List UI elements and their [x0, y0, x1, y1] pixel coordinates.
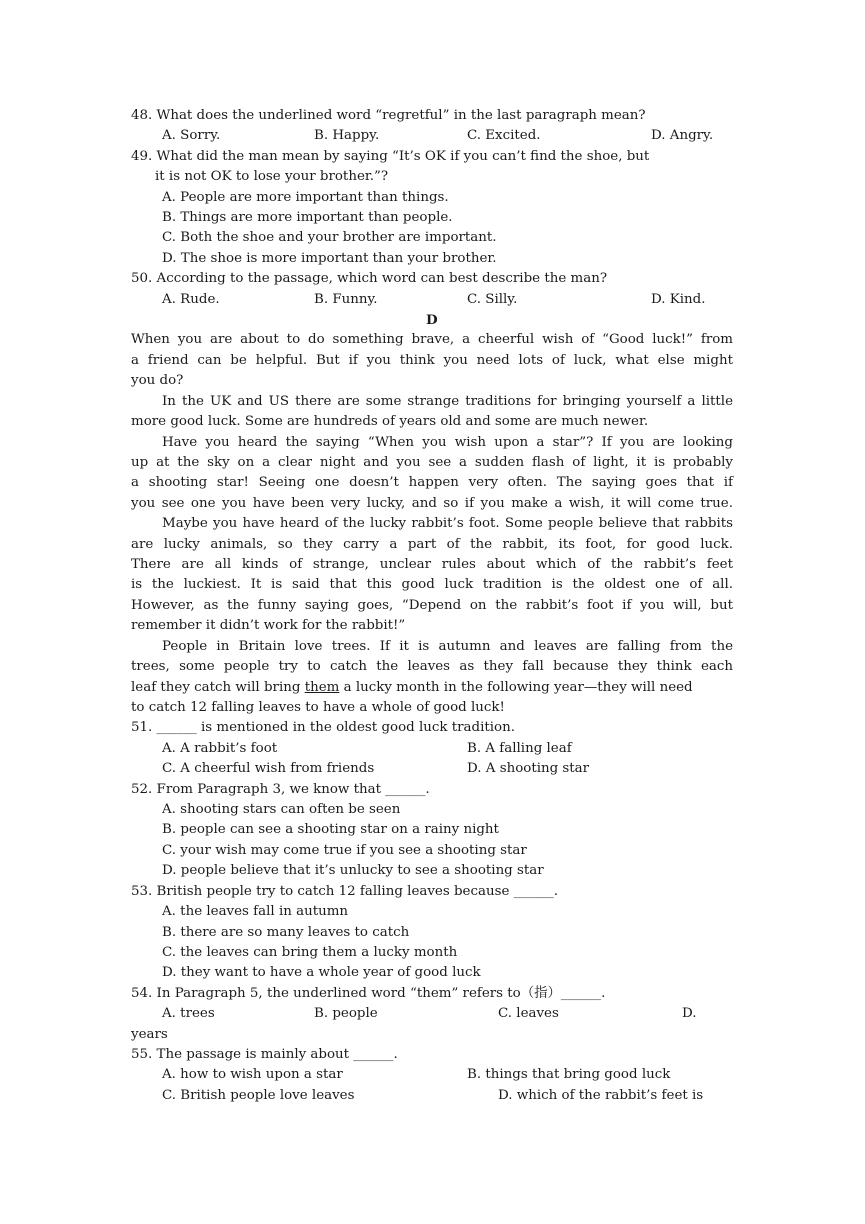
question-48-stem: 48. What does the underlined word “regretful” in the last paragraph mean?	[131, 108, 646, 123]
question-49-stem-continued: it is not OK to lose your brother.”?	[155, 169, 389, 184]
passage-p1-line2: a friend can be helpful. But if you think you need lots of luck, what else might	[131, 353, 733, 368]
passage-p5-line4: to catch 12 falling leaves to have a whole of good luck!	[131, 700, 505, 715]
question-52-option-a: A. shooting stars can often be seen	[162, 802, 401, 817]
passage-p2-line1: In the UK and US there are some strange traditions for bringing yourself a little	[162, 394, 733, 409]
question-52-option-c: C. your wish may come true if you see a shooting star	[162, 843, 527, 858]
question-51-option-b: B. A falling leaf	[467, 741, 572, 756]
question-49-option-b: B. Things are more important than people.	[162, 210, 453, 225]
passage-p5-line3	[131, 681, 693, 694]
question-53-option-a: A. the leaves fall in autumn	[162, 904, 349, 919]
passage-p5-line2: trees, some people try to catch the leaves as they fall because they think each	[131, 659, 733, 674]
question-50-option-c: C. Silly.	[467, 292, 518, 307]
passage-p4-line2: are lucky animals, so they carry a part of the rabbit, its foot, for good luck.	[131, 537, 733, 552]
question-48-option-c: C. Excited.	[467, 128, 541, 143]
passage-p4-line3: There are all kinds of strange, unclear rules about which of the rabbit’s feet	[131, 557, 733, 572]
question-49-option-c: C. Both the shoe and your brother are important.	[162, 230, 497, 245]
passage-p4-line1: Maybe you have heard of the lucky rabbit’s foot. Some people believe that rabbits	[162, 516, 733, 531]
question-51-stem: 51. ______ is mentioned in the oldest good luck tradition.	[131, 720, 515, 735]
question-48-option-a: A. Sorry.	[162, 128, 221, 143]
passage-p3-line3: a shooting star! Seeing one doesn’t happen very often. The saying goes that if	[131, 475, 733, 490]
question-53-option-c: C. the leaves can bring them a lucky month	[162, 945, 458, 960]
question-48-option-b: B. Happy.	[314, 128, 380, 143]
question-54-option-d-text: years	[131, 1027, 168, 1042]
question-51-option-c: C. A cheerful wish from friends	[162, 761, 375, 776]
question-54-option-c: C. leaves	[498, 1006, 559, 1021]
question-55-option-d: D. which of the rabbit’s feet is	[498, 1088, 704, 1103]
passage-p4-line4: is the luckiest. It is said that this good luck tradition is the oldest one of all.	[131, 577, 733, 592]
question-54-option-b: B. people	[314, 1006, 378, 1021]
passage-p4-line5: However, as the funny saying goes, “Depend on the rabbit’s foot if you will, but	[131, 598, 733, 613]
question-48-option-d: D. Angry.	[651, 128, 714, 143]
question-51-option-d: D. A shooting star	[467, 761, 590, 776]
question-55-option-a: A. how to wish upon a star	[162, 1067, 343, 1082]
passage-p5-line3-after: a lucky month in the following year—they will need	[339, 680, 693, 695]
question-50-option-a: A. Rude.	[162, 292, 220, 307]
question-53-option-b: B. there are so many leaves to catch	[162, 925, 410, 940]
question-49-option-d: D. The shoe is more important than your brother.	[162, 251, 497, 266]
question-49-stem: 49. What did the man mean by saying “It’s OK if you can’t find the shoe, but	[131, 149, 650, 164]
question-52-option-b: B. people can see a shooting star on a rainy night	[162, 822, 499, 837]
question-52-stem: 52. From Paragraph 3, we know that ______.	[131, 782, 430, 797]
passage-p5-line1: People in Britain love trees. If it is autumn and leaves are falling from the	[162, 639, 733, 654]
passage-p5-line3-before: leaf they catch will bring	[131, 680, 305, 695]
question-50-option-d: D. Kind.	[651, 292, 706, 307]
question-55-option-b: B. things that bring good luck	[467, 1067, 671, 1082]
question-53-option-d: D. they want to have a whole year of good luck	[162, 965, 481, 980]
question-54-option-a: A. trees	[162, 1006, 215, 1021]
question-49-option-a: A. People are more important than things.	[162, 190, 449, 205]
passage-p1-line3: you do?	[131, 373, 184, 388]
question-55-stem: 55. The passage is mainly about ______.	[131, 1047, 398, 1062]
question-50-stem: 50. According to the passage, which word can best describe the man?	[131, 271, 608, 286]
question-55-option-c: C. British people love leaves	[162, 1088, 355, 1103]
question-53-stem: 53. British people try to catch 12 falling leaves because ______.	[131, 884, 559, 899]
passage-p1-line1: When you are about to do something brave, a cheerful wish of “Good luck!” from	[131, 332, 733, 347]
passage-p3-line4: you see one you have been very lucky, and so if you make a wish, it will come true.	[131, 496, 733, 511]
question-51-option-a: A. A rabbit’s foot	[162, 741, 278, 756]
passage-p2-line2: more good luck. Some are hundreds of years old and some are much newer.	[131, 414, 649, 429]
passage-p4-line6: remember it didn’t work for the rabbit!”	[131, 618, 406, 633]
question-50-option-b: B. Funny.	[314, 292, 378, 307]
underlined-word-them: them	[304, 680, 340, 695]
question-52-option-d: D. people believe that it’s unlucky to see a shooting star	[162, 863, 544, 878]
passage-p3-line2: up at the sky on a clear night and you see a sudden flash of light, it is probably	[131, 455, 733, 470]
question-54-stem: 54. In Paragraph 5, the underlined word “them” refers to（指）______.	[131, 986, 606, 1001]
question-54-option-d-label: D.	[682, 1006, 697, 1021]
passage-p3-line1: Have you heard the saying “When you wish upon a star”? If you are looking	[162, 435, 733, 450]
section-title: D	[426, 312, 438, 328]
